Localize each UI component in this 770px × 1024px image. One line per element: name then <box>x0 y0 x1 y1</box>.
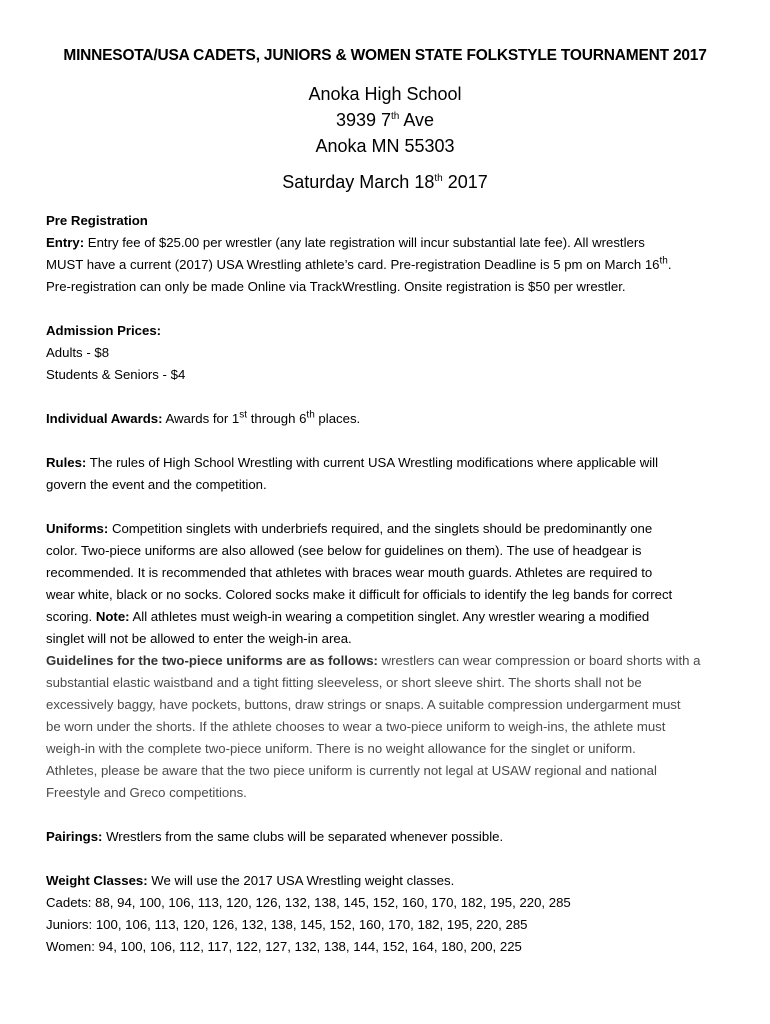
rules-line-1 <box>46 452 736 474</box>
entry-text-2-end: . <box>667 257 672 272</box>
uniforms-label: Uniforms: <box>46 521 109 536</box>
entry-label: Entry: <box>46 235 85 250</box>
weight-classes-cadets: Cadets: 88, 94, 100, 106, 113, 120, 126, 132, 138, 145, 152, 160, 170, 182, 195, 220, 285 <box>46 895 571 910</box>
weight-classes-label: Weight Classes: <box>46 873 148 888</box>
two-piece-guidelines <box>46 650 736 804</box>
awards-line <box>46 408 736 430</box>
guidelines-label: Guidelines for the two-piece uniforms are as follows: <box>46 653 378 668</box>
uniforms-line-1 <box>46 518 736 540</box>
rules-line-2: govern the event and the competition. <box>46 477 267 492</box>
document-body <box>46 210 736 958</box>
entry-line-3: Pre-registration can only be made Online via TrackWrestling. Onsite registration is $50 per wrestler. <box>46 279 626 294</box>
awards-text-c: places. <box>314 411 361 426</box>
awards-label: Individual Awards: <box>46 411 163 426</box>
pairings-line <box>46 826 736 848</box>
weight-classes-text: We will use the 2017 USA Wrestling weight classes. <box>147 873 455 888</box>
uniforms-line-5 <box>46 606 736 628</box>
awards-sup-b: th <box>306 409 315 421</box>
venue-address <box>0 110 770 131</box>
guidelines-line-3: excessively baggy, have pockets, buttons, draw strings or snaps. A suitable compression undergarment must <box>46 697 681 712</box>
event-date <box>0 172 770 193</box>
guidelines-line-1 <box>46 650 736 672</box>
pre-registration-heading <box>46 210 736 232</box>
weight-classes-women: Women: 94, 100, 106, 112, 117, 122, 127, 132, 138, 144, 152, 164, 180, 200, 225 <box>46 939 522 954</box>
uniforms-text-5b: All athletes must weigh-in wearing a competition singlet. Any wrestler wearing a modified <box>129 609 650 624</box>
note-label: Note: <box>95 609 130 624</box>
uniforms-text-5a: scoring. <box>46 609 96 624</box>
entry-line-1 <box>46 232 736 254</box>
date-suffix: th <box>434 173 443 184</box>
admission-heading <box>46 320 736 342</box>
document-title: MINNESOTA/USA CADETS, JUNIORS & WOMEN STATE FOLKSTYLE TOURNAMENT 2017 <box>63 47 707 64</box>
pre-registration-heading-text: Pre Registration <box>46 213 148 228</box>
venue-name: Anoka High School <box>308 84 462 104</box>
weight-classes-juniors: Juniors: 100, 106, 113, 120, 126, 132, 138, 145, 152, 160, 170, 182, 195, 220, 285 <box>46 917 528 932</box>
pairings-text: Wrestlers from the same clubs will be separated whenever possible. <box>102 829 504 844</box>
uniforms-line-3: recommended. It is recommended that athletes with braces wear mouth guards. Athletes are required to <box>46 565 653 580</box>
address-suffix: th <box>391 111 400 122</box>
rules-text-1: The rules of High School Wrestling with current USA Wrestling modifications where applicable will <box>86 455 659 470</box>
awards-text-a: Awards for 1 <box>162 411 240 426</box>
entry-text-1: Entry fee of $25.00 per wrestler (any late registration will incur substantial late fee). All wrestlers <box>84 235 645 250</box>
guidelines-line-7: Freestyle and Greco competitions. <box>46 785 247 800</box>
entry-line-2 <box>46 254 736 276</box>
uniforms-line-4: wear white, black or no socks. Colored socks make it difficult for officials to identify the leg bands for correct <box>46 587 673 602</box>
uniforms-line-2: color. Two-piece uniforms are also allowed (see below for guidelines on them). The use of headgear is <box>46 543 642 558</box>
guidelines-line-5: weigh-in with the complete two-piece uniform. There is no weight allowance for the singlet or uniform. <box>46 741 636 756</box>
awards-text-b: through 6 <box>247 411 307 426</box>
guidelines-line-4: be worn under the shorts. If the athlete chooses to wear a two-piece uniform to weigh-ins, the athlete must <box>46 719 666 734</box>
entry-deadline-suffix: th <box>659 255 668 267</box>
uniforms-line-6: singlet will not be allowed to enter the weigh-in area. <box>46 631 352 646</box>
guidelines-text-1: wrestlers can wear compression or board shorts with a <box>377 653 701 668</box>
uniforms-text-1: Competition singlets with underbriefs required, and the singlets should be predominantly one <box>108 521 653 536</box>
address-number: 3939 7 <box>335 110 391 130</box>
admission-students: Students & Seniors - $4 <box>46 367 186 382</box>
venue-city: Anoka MN 55303 <box>315 136 455 156</box>
weight-classes-line <box>46 870 736 892</box>
awards-sup-a: st <box>239 409 248 421</box>
admission-heading-text: Admission Prices: <box>46 323 162 338</box>
pairings-label: Pairings: <box>46 829 103 844</box>
guidelines-line-2: substantial elastic waistband and a tight fitting sleeveless, or short sleeve shirt. The shorts shall not be <box>46 675 642 690</box>
date-year: 2017 <box>442 172 488 192</box>
date-main: Saturday March 18 <box>282 172 435 192</box>
guidelines-line-6: Athletes, please be aware that the two piece uniform is currently not legal at USAW regional and national <box>46 763 657 778</box>
admission-adults: Adults - $8 <box>46 345 110 360</box>
address-street: Ave <box>399 110 435 130</box>
rules-label: Rules: <box>46 455 87 470</box>
entry-text-2: MUST have a current (2017) USA Wrestling athlete’s card. Pre-registration Deadline is 5 pm on March 16 <box>46 257 660 272</box>
